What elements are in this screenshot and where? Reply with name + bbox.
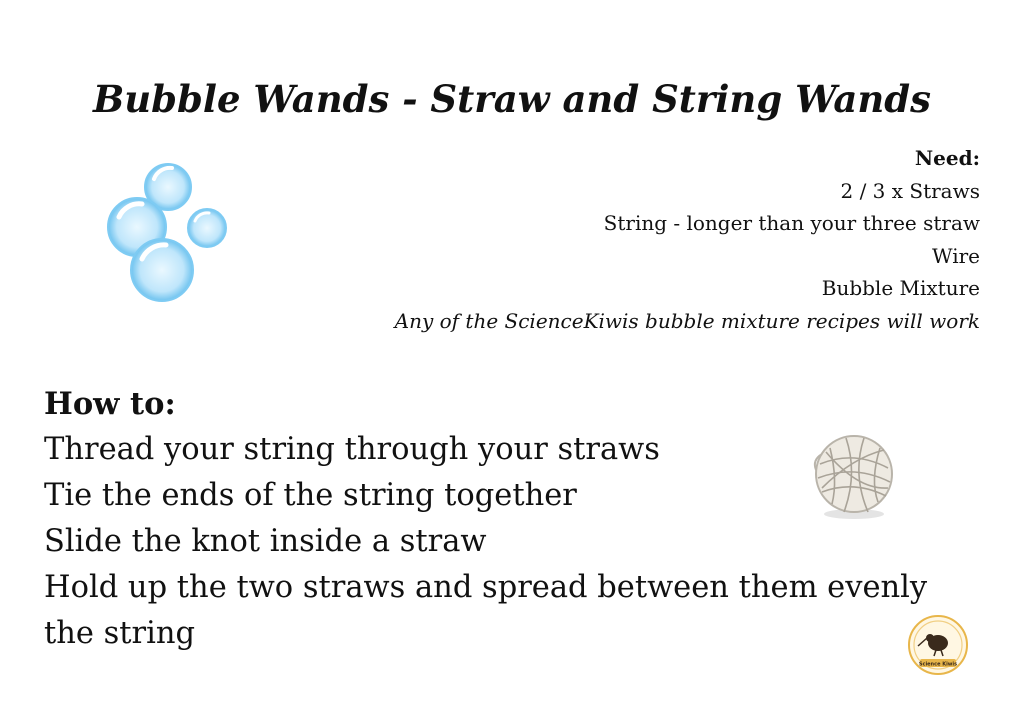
how-to-step: Slide the knot inside a straw: [44, 524, 487, 559]
need-list: [380, 142, 980, 338]
need-item: String - longer than your three straw: [603, 211, 980, 236]
how-to-heading: How to:: [44, 386, 176, 422]
need-item: Bubble Mixture: [821, 276, 980, 301]
need-item: 2 / 3 x Straws: [840, 178, 980, 203]
how-to-step: Thread your string through your straws: [44, 432, 660, 467]
need-heading: Need:: [914, 146, 980, 170]
logo-text: Science Kiwis: [918, 661, 958, 668]
bubbles-icon: [100, 155, 235, 310]
string-ball-icon: [808, 430, 900, 520]
how-to-step: Tie the ends of the string together: [44, 478, 577, 513]
need-note: Any of the ScienceKiwis bubble mixture recipes will work: [394, 308, 980, 333]
need-item: Wire: [932, 243, 980, 268]
logo-badge: [906, 615, 970, 677]
how-to-step: Hold up the two straws and spread between them evenly the string: [44, 570, 928, 651]
science-kiwis-logo: [906, 615, 970, 677]
page-title: Bubble Wands - Straw and String Wands: [93, 76, 931, 121]
